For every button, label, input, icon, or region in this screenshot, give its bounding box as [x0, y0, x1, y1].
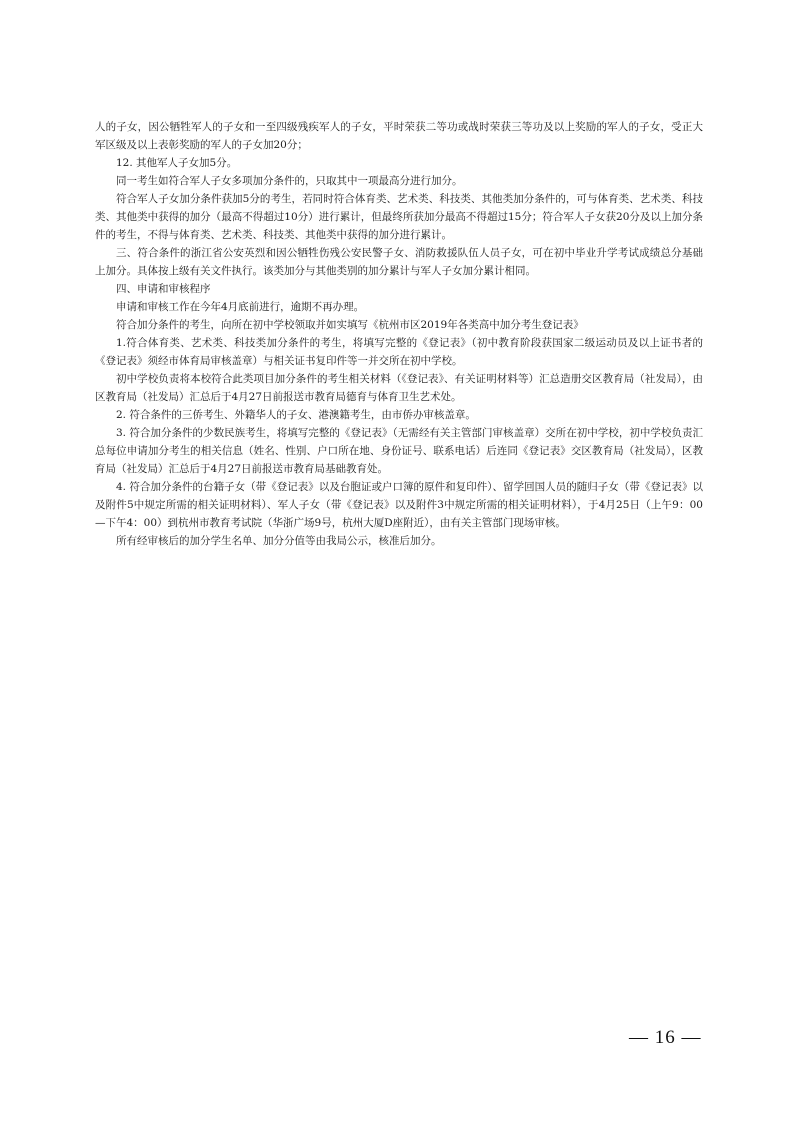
section-heading-four: 四、申请和审核程序	[116, 283, 211, 295]
document-body	[95, 118, 703, 550]
paragraph-section-three: 三、符合条件的浙江省公安英烈和因公牺牲伤残公安民警子女、消防救援队伍人员子女，可在初中毕业升学考试成绩总分基础上加分。具体按上级有关文件执行。该类加分与其他类别的加分累计与军人子女加分累计相同。	[95, 247, 703, 277]
paragraph-continuation: 人的子女，因公牺牲军人的子女和一至四级残疾军人的子女，平时荣获二等功或战时荣获三等功及以上奖励的军人的子女，受正大军区级及以上表彰奖励的军人的子女加20分；	[95, 121, 703, 151]
paragraph-single-highest: 同一考生如符合军人子女多项加分条件的，只取其中一项最高分进行加分。	[116, 175, 463, 187]
paragraph-deadline: 申请和审核工作在今年4月底前进行，逾期不再办理。	[116, 301, 365, 313]
paragraph-step-3: 3. 符合加分条件的少数民族考生，将填写完整的《登记表》（无需经有关主管部门审核盖章）交所在初中学校，初中学校负责汇总每位申请加分考生的相关信息（姓名、性别、户口所在地、身份证号、联系电话）后连同《登记表》交区教育局（社发局），区教育局（社发局）汇总后于4月27日前报送市教育局基础教育处。	[95, 427, 703, 475]
paragraph-registration-form: 符合加分条件的考生，向所在初中学校领取并如实填写《杭州市区2019年各类高中加分考生登记表》	[116, 319, 584, 331]
paragraph-school-responsibility: 初中学校负责将本校符合此类项目加分条件的考生相关材料（《登记表》、有关证明材料等）汇总造册交区教育局（社发局），由区教育局（社发局）汇总后于4月27日前报送市教育局德育与体育卫生艺术处。	[95, 373, 703, 403]
paragraph-step-4: 4. 符合加分条件的台籍子女（带《登记表》以及台胞证或户口簿的原件和复印件）、留学回国人员的随归子女（带《登记表》以及附件5中规定所需的相关证明材料）、军人子女（带《登记表》以及附件3中规定所需的相关证明材料），于4月25日（上午9：00—下午4：00）到杭州市教育考试院（华浙广场9号，杭州大厦D座附近），由有关主管部门现场审核。	[95, 481, 703, 529]
paragraph-item-12: 12. 其他军人子女加5分。	[116, 157, 238, 169]
page-number: — 16 —	[629, 1027, 702, 1048]
paragraph-cumulative-rule: 符合军人子女加分条件获加5分的考生，若同时符合体育类、艺术类、科技类、其他类加分条件的，可与体育类、艺术类、科技类、其他类中获得的加分（最高不得超过10分）进行累计，但最终所获加分最高不得超过15分；符合军人子女获20分及以上加分条件的考生，不得与体育类、艺术类、科技类、其他类中获得的加分进行累计。	[95, 193, 703, 241]
paragraph-step-1: 1.符合体育类、艺术类、科技类加分条件的考生，将填写完整的《登记表》（初中教育阶段获国家二级运动员及以上证书者的《登记表》须经市体育局审核盖章）与相关证书复印件等一并交所在初中学校。	[95, 337, 703, 367]
paragraph-step-2: 2. 符合条件的三侨考生、外籍华人的子女、港澳籍考生，由市侨办审核盖章。	[116, 409, 476, 421]
paragraph-publication: 所有经审核后的加分学生名单、加分分值等由我局公示，核准后加分。	[116, 535, 442, 547]
